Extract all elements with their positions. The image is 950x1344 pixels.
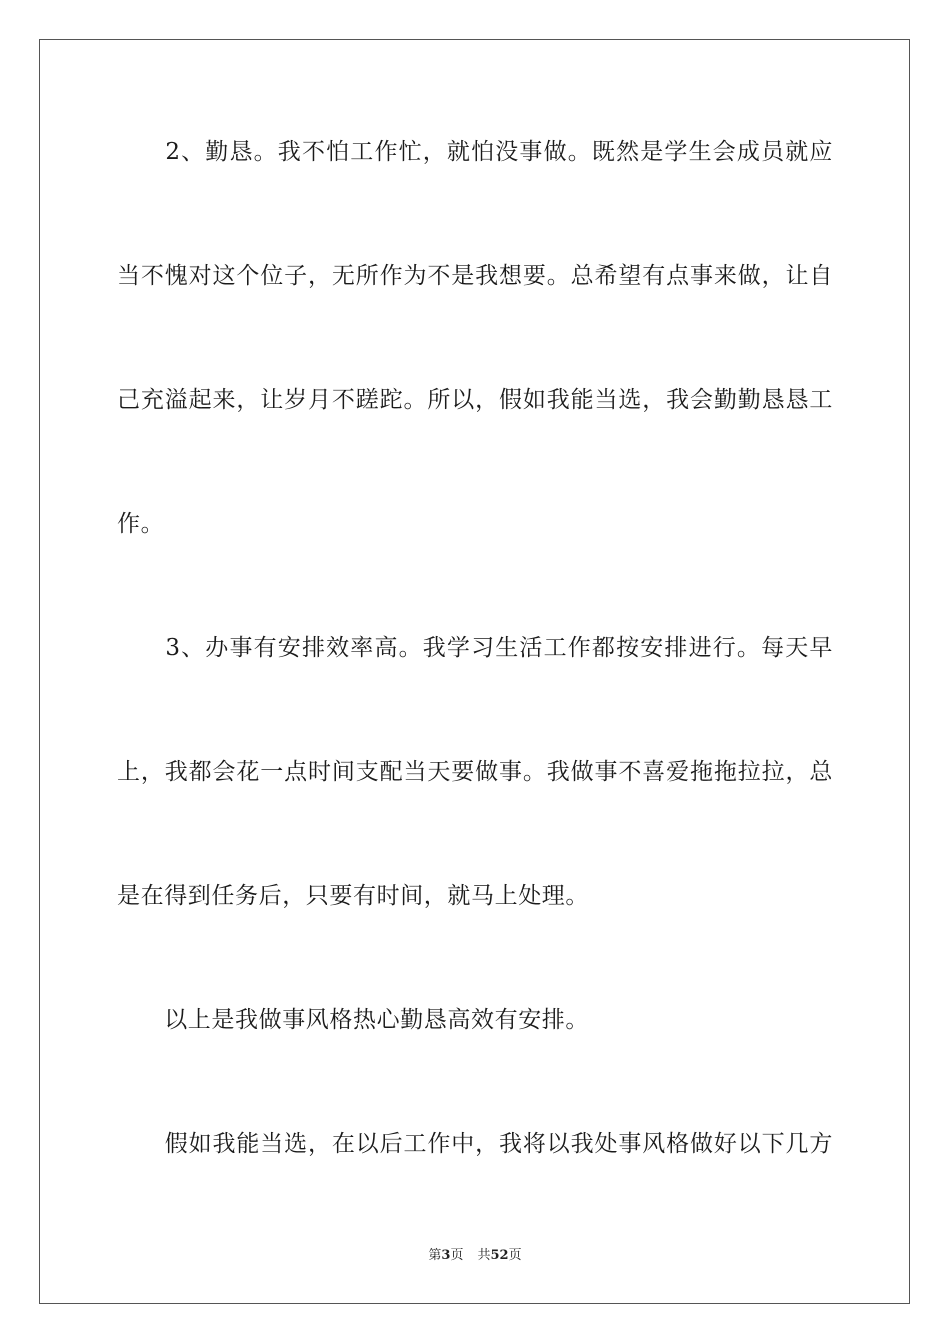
page-footer xyxy=(0,1247,950,1265)
page-border xyxy=(39,39,910,1304)
footer-total-number: 52 xyxy=(490,1248,509,1263)
text-line-1: 2、勤恳。我不怕工作忙，就怕没事做。既然是学生会成员就应 xyxy=(117,139,833,165)
footer-page-prefix: 第 xyxy=(428,1248,442,1263)
text-line-8: 以上是我做事风格热心勤恳高效有安排。 xyxy=(117,1007,589,1033)
text-line-5: 3、办事有安排效率高。我学习生活工作都按安排进行。每天早 xyxy=(117,635,833,661)
text-line-3: 己充溢起来，让岁月不蹉跎。所以，假如我能当选，我会勤勤恳恳工 xyxy=(117,387,833,413)
footer-page-number: 3 xyxy=(441,1248,451,1263)
footer-page-suffix: 页 xyxy=(450,1248,464,1263)
text-line-7: 是在得到任务后，只要有时间，就马上处理。 xyxy=(117,883,589,909)
text-line-2: 当不愧对这个位子，无所作为不是我想要。总希望有点事来做，让自 xyxy=(117,263,833,289)
footer-total-prefix: 共 xyxy=(477,1248,491,1263)
footer-total-suffix: 页 xyxy=(508,1248,522,1263)
text-line-9: 假如我能当选，在以后工作中，我将以我处事风格做好以下几方 xyxy=(117,1131,833,1157)
text-line-4: 作。 xyxy=(117,511,165,537)
text-line-6: 上，我都会花一点时间支配当天要做事。我做事不喜爱拖拖拉拉，总 xyxy=(117,759,833,785)
